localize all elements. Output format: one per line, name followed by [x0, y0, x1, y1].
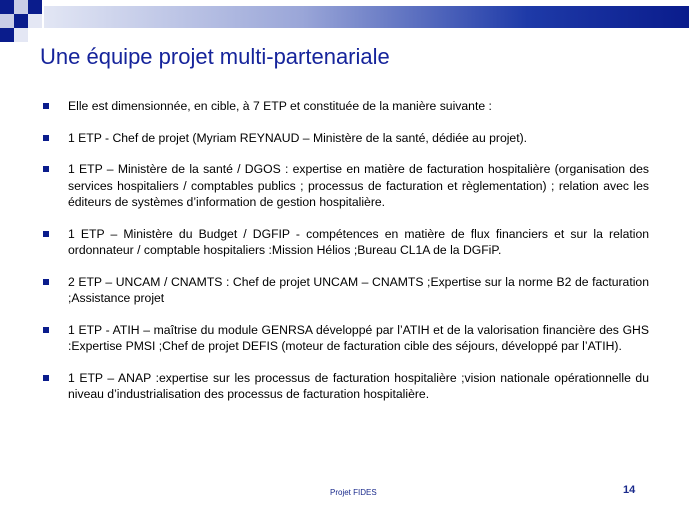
bullet-text: 1 ETP - ATIH – maîtrise du module GENRSA développé par l’ATIH et de la valorisation financière des GHS :Expertise PMSI ;Chef de projet DEFIS (moteur de facturation cible des séjours, développé par l’ATIH). — [68, 322, 649, 353]
bullet-text: Elle est dimensionnée, en cible, à 7 ETP et constituée de la manière suivante : — [68, 99, 492, 113]
bullet-list — [43, 98, 649, 418]
bullet-item — [43, 130, 649, 147]
square-bullet-icon — [43, 103, 49, 109]
slide-title: Une équipe projet multi-partenariale — [40, 44, 390, 69]
bullet-item — [43, 370, 649, 403]
decor-square — [28, 0, 42, 14]
square-bullet-icon — [43, 327, 49, 333]
decor-square — [0, 14, 14, 28]
decor-square — [28, 14, 42, 28]
square-bullet-icon — [43, 231, 49, 237]
decor-square — [0, 0, 14, 14]
bullet-text: 1 ETP – Ministère du Budget / DGFIP - compétences en matière de flux financiers et sur la relation ordonnateur / comptable hospitaliers :Mission Hélios ;Bureau CL1A de la DGFiP. — [68, 226, 649, 257]
bullet-text: 1 ETP – Ministère de la santé / DGOS : expertise en matière de facturation hospitalière (organisation des services hospitaliers / comptables publics ; processus de facturation et règlementation) ; relation avec les éditeurs de systèmes d’information de gestion hospitalière. — [68, 162, 649, 209]
square-bullet-icon — [43, 166, 49, 172]
footer-project-label: Projet FIDES — [330, 488, 377, 497]
bullet-item — [43, 274, 649, 307]
decor-square — [14, 0, 28, 14]
header-gradient-bar — [44, 6, 689, 28]
bullet-text: 2 ETP – UNCAM / CNAMTS : Chef de projet UNCAM – CNAMTS ;Expertise sur la norme B2 de facturation ;Assistance projet — [68, 274, 649, 305]
bullet-item — [43, 322, 649, 355]
bullet-text: 1 ETP - Chef de projet (Myriam REYNAUD – Ministère de la santé, dédiée au projet). — [68, 130, 528, 145]
page-number: 14 — [623, 484, 636, 496]
square-bullet-icon — [43, 135, 49, 141]
square-bullet-icon — [43, 279, 49, 285]
decor-square — [14, 28, 28, 42]
decor-square — [14, 14, 28, 28]
bullet-item — [43, 161, 649, 211]
square-bullet-icon — [43, 375, 49, 381]
bullet-item — [43, 226, 649, 259]
decor-square — [0, 28, 14, 42]
bullet-item — [43, 98, 649, 115]
bullet-text: 1 ETP – ANAP :expertise sur les processus de facturation hospitalière ;vision nationale opérationnelle du niveau d’industrialisation des processus de facturation hospitalière. — [68, 370, 649, 401]
